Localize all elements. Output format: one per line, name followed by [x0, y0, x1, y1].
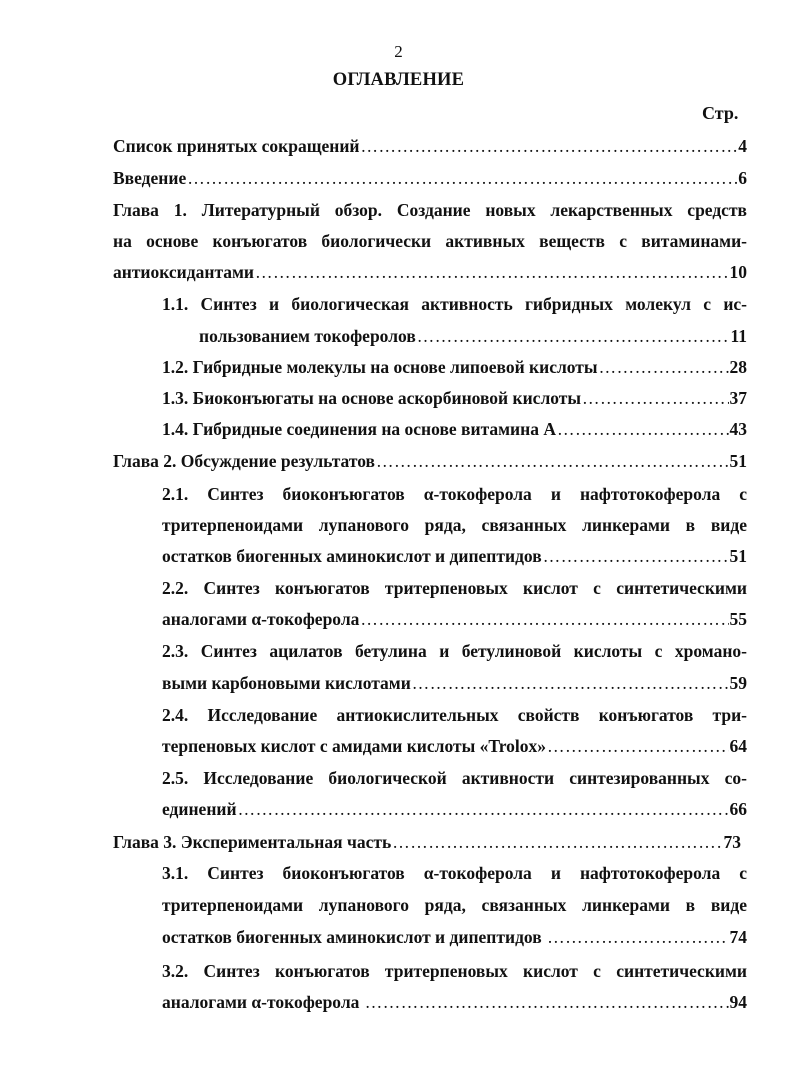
dot-leader [360, 608, 728, 630]
toc-entry-chapter-2[interactable] [113, 450, 747, 472]
toc-entry-chapter-3[interactable] [113, 831, 741, 853]
toc-entry-3-1-line-2[interactable]: тритерпеноидами лупанового ряда, связанных линкерами в виде [162, 895, 747, 915]
dot-leader [238, 798, 729, 820]
dot-leader [255, 261, 728, 283]
dot-leader [187, 167, 737, 189]
dot-leader [543, 545, 729, 567]
dot-leader [547, 735, 728, 757]
toc-entry-2-3-last[interactable] [162, 672, 747, 694]
toc-entry-text: аналогами α-токоферола [162, 609, 360, 629]
toc-entry-text: пользованием токоферолов [199, 326, 416, 346]
toc-entry-abbreviations[interactable] [113, 135, 747, 157]
toc-entry-page: 11 [730, 326, 747, 346]
toc-entry-page: 4 [738, 136, 747, 156]
toc-entry-1-1-last[interactable] [199, 325, 747, 347]
toc-entry-page: 73 [723, 832, 741, 852]
toc-entry-page: 28 [729, 357, 747, 377]
toc-entry-text: Список принятых сокращений [113, 136, 360, 156]
toc-entry-3-2-last[interactable] [162, 991, 747, 1013]
toc-entry-2-1-last[interactable] [162, 545, 747, 567]
toc-entry-page: 64 [729, 736, 747, 756]
toc-entry-text: выми карбоновыми кислотами [162, 673, 411, 693]
dot-leader [365, 991, 729, 1013]
toc-entry-page: 94 [729, 992, 747, 1012]
toc-entry-page: 66 [729, 799, 747, 819]
toc-entry-1-1-line-1[interactable]: 1.1. Синтез и биологическая активность гибридных молекул с ис- [162, 294, 747, 314]
toc-entry-1-4[interactable] [162, 418, 747, 440]
page-number: 2 [394, 42, 403, 61]
toc-entry-2-1-line-2[interactable]: тритерпеноидами лупанового ряда, связанных линкерами в виде [162, 515, 747, 535]
dot-leader [557, 418, 729, 440]
toc-entry-chapter-1-last[interactable] [113, 261, 747, 283]
dot-leader [376, 450, 729, 472]
toc-entry-2-2-last[interactable] [162, 608, 747, 630]
toc-entry-page: 74 [729, 927, 747, 947]
toc-entry-page: 6 [738, 168, 747, 188]
toc-entry-3-1-line-1[interactable]: 3.1. Синтез биоконъюгатов α-токоферола и нафтотокоферола с [162, 863, 747, 883]
toc-entry-text: единений [162, 799, 237, 819]
toc-entry-text: 1.4. Гибридные соединения на основе витамина А [162, 419, 556, 439]
dot-leader [412, 672, 729, 694]
toc-entry-text: Глава 3. Экспериментальная часть [113, 832, 392, 852]
toc-entry-page: 10 [729, 262, 747, 282]
toc-entry-2-4-last[interactable] [162, 735, 747, 757]
toc-entry-2-5-last[interactable] [162, 798, 747, 820]
toc-entry-chapter-1-line-1[interactable]: Глава 1. Литературный обзор. Создание новых лекарственных средств [113, 200, 747, 220]
dot-leader [547, 926, 728, 948]
dot-leader [361, 135, 738, 157]
toc-entry-page: 43 [729, 419, 747, 439]
toc-entry-page: 51 [729, 546, 747, 566]
toc-entry-text: 1.3. Биоконъюгаты на основе аскорбиновой кислоты [162, 388, 582, 408]
toc-entry-page: 59 [729, 673, 747, 693]
toc-entry-2-1-line-1[interactable]: 2.1. Синтез биоконъюгатов α-токоферола и нафтотокоферола с [162, 484, 747, 504]
toc-entry-text: Введение [113, 168, 187, 188]
toc-entry-text: Глава 2. Обсуждение результатов [113, 451, 375, 471]
toc-entry-3-2-line-1[interactable]: 3.2. Синтез конъюгатов тритерпеновых кислот с синтетическими [162, 961, 747, 981]
page-title: ОГЛАВЛЕНИЕ [332, 70, 465, 90]
toc-entry-2-4-line-1[interactable]: 2.4. Исследование антиокислительных свойств конъюгатов три- [162, 705, 747, 725]
toc-entry-chapter-1-line-2[interactable]: на основе конъюгатов биологически активных веществ с витаминами- [113, 231, 747, 251]
toc-entry-page: 55 [729, 609, 747, 629]
toc-entry-3-1-last[interactable] [162, 926, 747, 948]
toc-entry-text: аналогами α-токоферола [162, 992, 364, 1012]
toc-entry-1-3[interactable] [162, 387, 747, 409]
toc-entry-2-3-line-1[interactable]: 2.3. Синтез ацилатов бетулина и бетулиновой кислоты с хромано- [162, 641, 747, 661]
dot-leader [582, 387, 728, 409]
toc-entry-page: 37 [729, 388, 747, 408]
toc-entry-page: 51 [729, 451, 747, 471]
toc-entry-text: антиоксидантами [113, 262, 255, 282]
toc-entry-1-2[interactable] [162, 356, 747, 378]
toc-entry-text: 1.2. Гибридные молекулы на основе липоевой кислоты [162, 357, 598, 377]
page-column-label: Стр. [702, 103, 739, 123]
toc-entry-text: остатков биогенных аминокислот и дипептидов [162, 927, 547, 947]
toc-entry-2-5-line-1[interactable]: 2.5. Исследование биологической активности синтезированных со- [162, 768, 747, 788]
toc-entry-text: остатков биогенных аминокислот и дипептидов [162, 546, 542, 566]
dot-leader [392, 831, 722, 853]
dot-leader [417, 325, 730, 347]
toc-entry-text: терпеновых кислот с амидами кислоты «Trolox» [162, 736, 547, 756]
toc-entry-2-2-line-1[interactable]: 2.2. Синтез конъюгатов тритерпеновых кислот с синтетическими [162, 578, 747, 598]
dot-leader [599, 356, 729, 378]
toc-entry-introduction[interactable] [113, 167, 747, 189]
